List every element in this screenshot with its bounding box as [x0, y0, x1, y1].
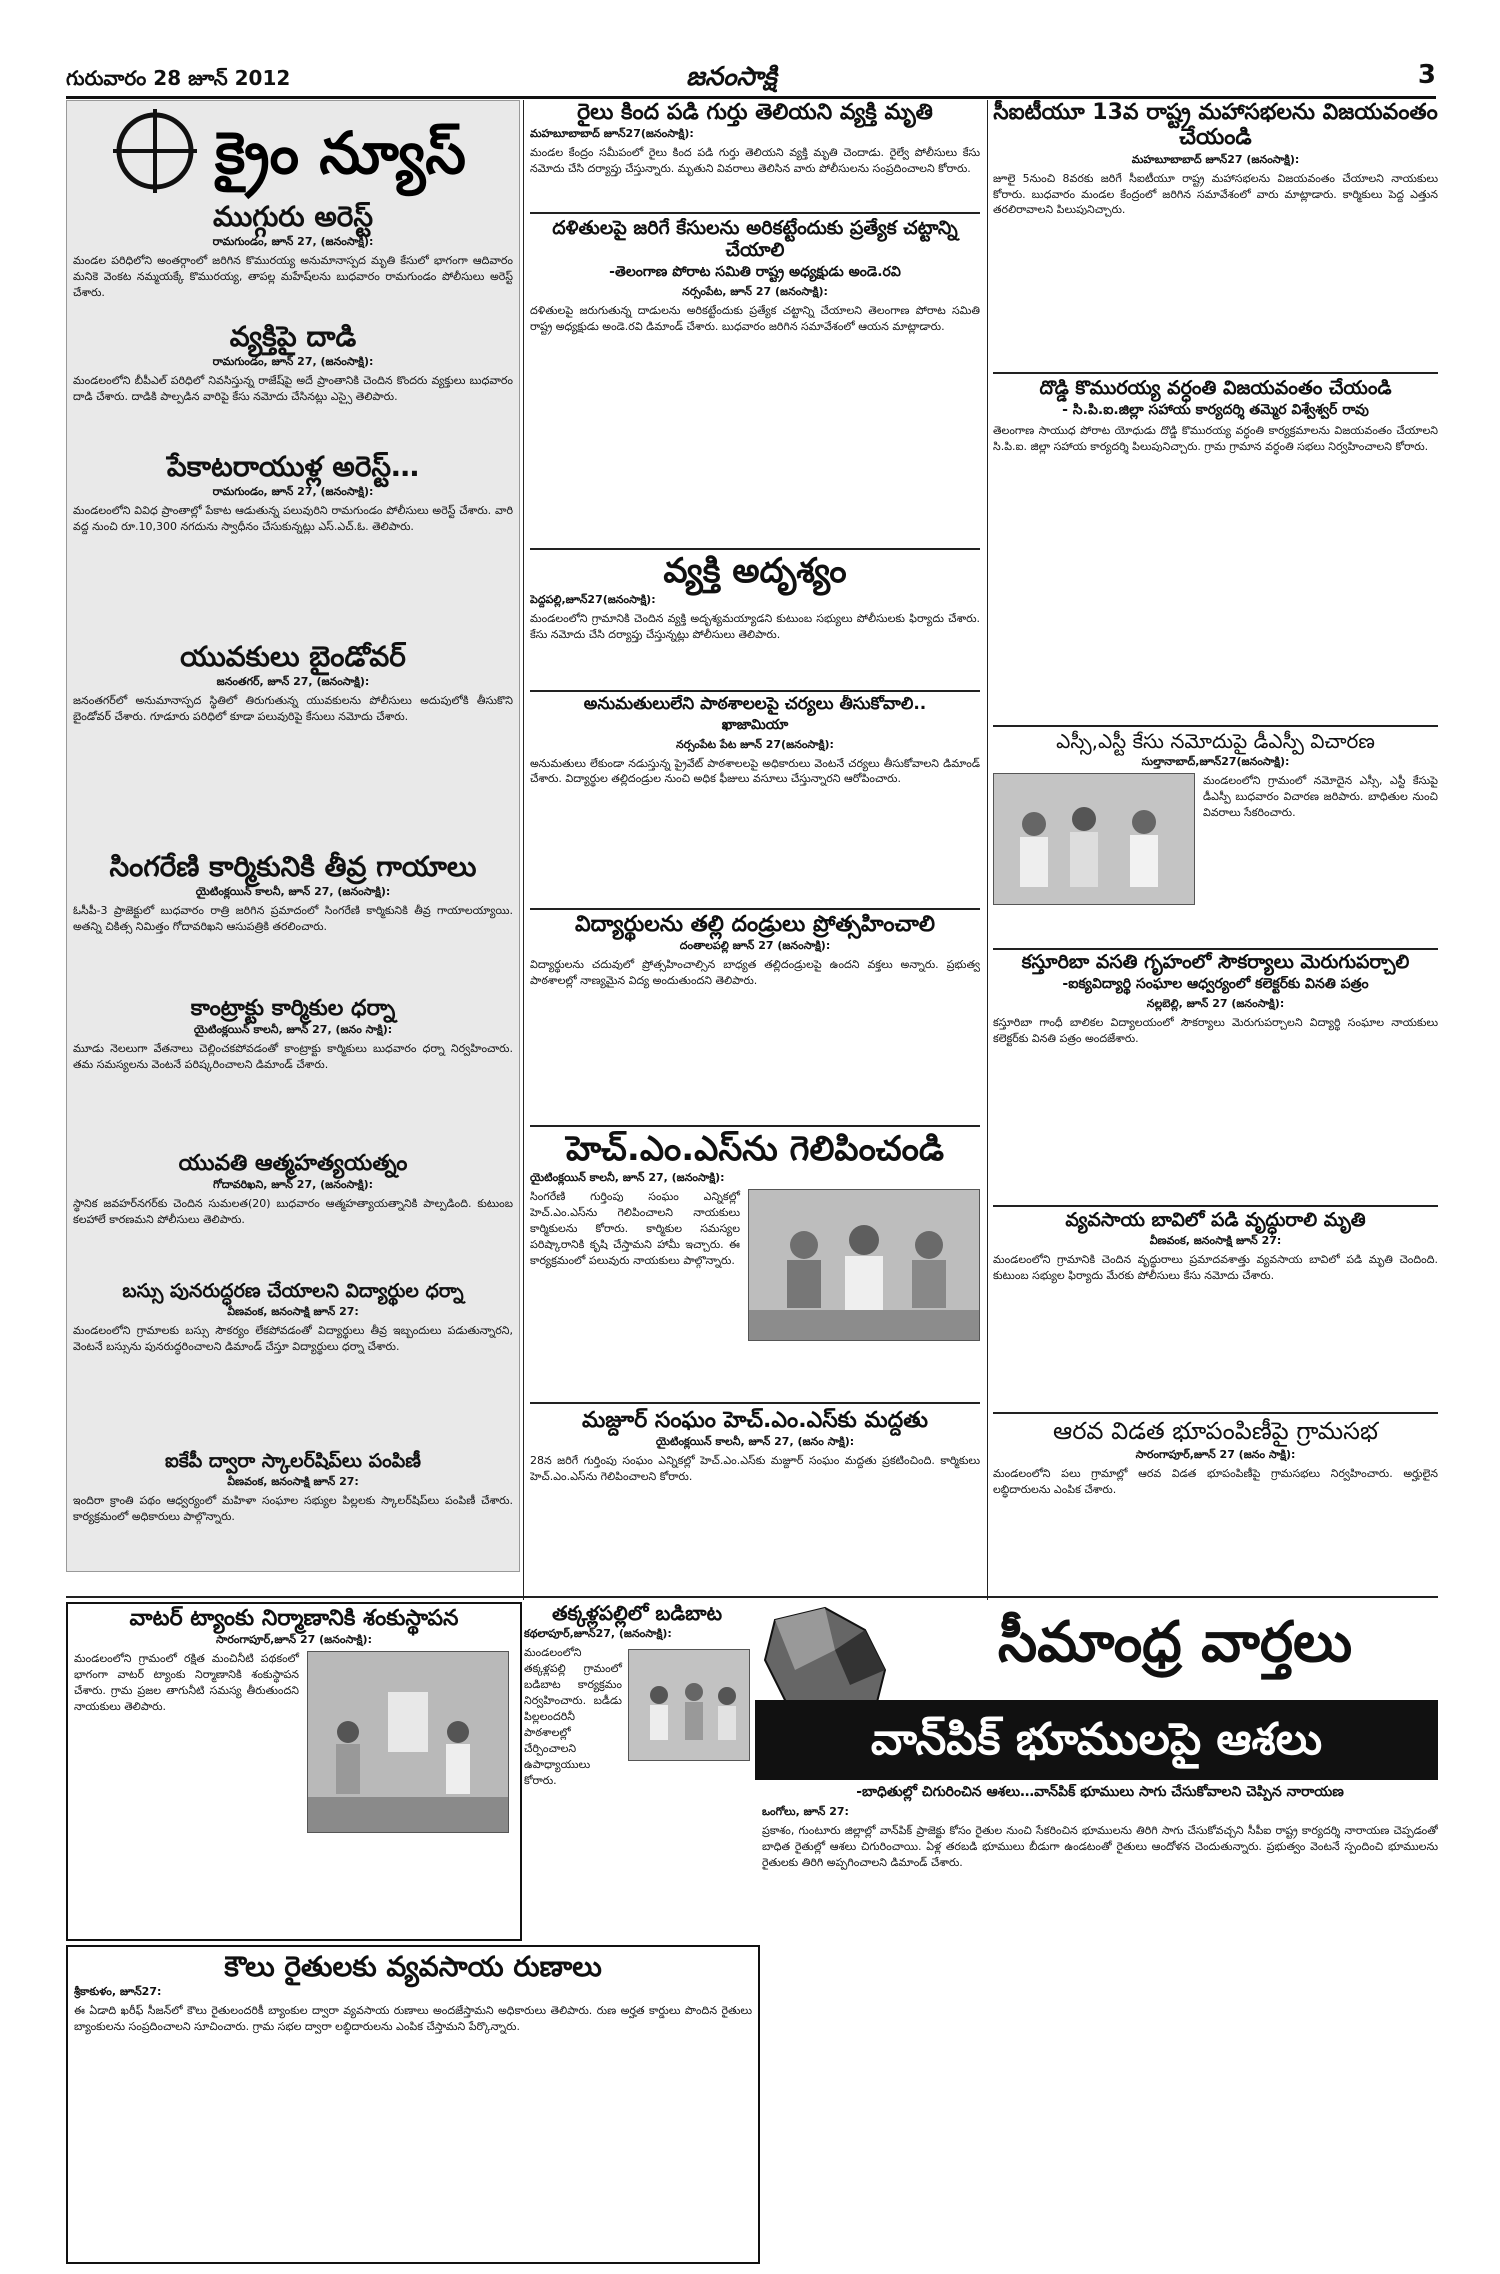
article-divider	[530, 1402, 980, 1404]
article-citu	[993, 100, 1438, 370]
story-headline: సింగరేణి కార్మికునికి తీవ్ర గాయాలు	[109, 850, 477, 883]
crime-story	[73, 1451, 513, 1525]
crime-news-logo	[75, 101, 511, 201]
svg-text:క్రైం న్యూస్: క్రైం న్యూస్	[215, 119, 466, 187]
article-divider	[993, 372, 1438, 374]
story-headline: యువతి ఆత్మహత్యయత్నం	[178, 1151, 408, 1176]
story-headline: సీఐటీయూ 13వ రాష్ట్ర మహాసభలను విజయవంతం చేయండి	[993, 100, 1438, 151]
story-dateline: యైటింక్లయిన్ కాలనీ, జూన్ 27, (జనం సాక్షి):	[193, 1023, 393, 1037]
story-headline: కౌలు రైతులకు వ్యవసాయ రుణాలు	[224, 1950, 602, 1983]
story-headline: హెచ్.ఎం.ఎస్‌ను గెలిపించండి	[565, 1130, 945, 1169]
story-body: మండలంలోని గ్రామంలో రక్షిత మంచినీటి పథకంలో భాగంగా వాటర్ ట్యాంకు నిర్మాణానికి శంకుస్థాపన చేశారు. గ్రామ ప్రజల తాగునీటి సమస్య తీరుతుందని నాయకులు తెలిపారు.	[74, 1652, 299, 1714]
story-body: మండలంలోని గ్రామానికి చెందిన వృద్ధురాలు ప్రమాదవశాత్తు వ్యవసాయ బావిలో పడి మృతి చెందింది. కుటుంబ సభ్యుల ఫిర్యాదు మేరకు పోలీసులు కేసు నమోదు చేశారు.	[993, 1252, 1438, 1282]
story-body: మూడు నెలలుగా వేతనాలు చెల్లించకపోవడంతో కాంట్రాక్టు కార్మికులు బుధవారం ధర్నా నిర్వహించారు. తమ సమస్యలను వెంటనే పరిష్కరించాలని డిమాండ్ చేశారు.	[73, 1042, 513, 1072]
story-body: ఓసీపీ-3 ప్రాజెక్టులో బుధవారం రాత్రి జరిగిన ప్రమాదంలో సింగరేణి కార్మికునికి తీవ్ర గాయాలయ్యాయి. అతన్ని చికిత్స నిమిత్తం గోదావరిఖని ఆసుపత్రికి తరలించారు.	[73, 904, 513, 934]
story-subhead: - సి.పి.ఐ.జిల్లా సహాయ కార్యదర్శి తమ్మెర విశ్వేశ్వర్ రావు	[1062, 401, 1369, 418]
story-body: కస్తూరిబా గాంధీ బాలికల విద్యాలయంలో సౌకర్యాలు మెరుగుపర్చాలని విద్యార్థి సంఘాల నాయకులు కలెక్టర్‌కు వినతి పత్రం అందజేశారు.	[993, 1015, 1438, 1045]
region-section-title: సీమాంధ్ర వార్తలు	[997, 1610, 1353, 1675]
article-divider	[530, 548, 980, 550]
article-thakkallapalli	[524, 1602, 750, 1937]
story-dateline: వీణవంక, జనంసాక్షి జూన్ 27:	[1149, 1233, 1282, 1247]
story-dateline: యైటింక్లయిన్ కాలనీ, జూన్ 27, (జనం సాక్షి):	[655, 1435, 855, 1449]
masthead	[66, 60, 1436, 99]
story-body: జూలై 5నుంచి 8వరకు జరిగే సీఐటీయూ రాష్ట్ర మహాసభలను విజయవంతం చేయాలని నాయకులు కోరారు. బుధవారం మండల కేంద్రంలో జరిగిన సమావేశంలో వారు మాట్లాడారు. కార్మికులు పెద్ద ఎత్తున తరలిరావాలని పిలుపునిచ్చారు.	[993, 171, 1438, 217]
crime-story	[73, 1281, 513, 1355]
story-headline: వ్యక్తిపై దాడి	[229, 320, 357, 353]
page-number: 3	[1417, 60, 1436, 90]
story-dateline: యైటింక్లయిన్ కాలనీ, జూన్ 27, (జనంసాక్షి):	[195, 885, 391, 899]
story-dateline: సారంగాపూర్,జూన్ 27 (జనంసాక్షి):	[216, 1633, 372, 1647]
article-kasturba	[993, 952, 1438, 1202]
story-body: జనంతగర్‌లో అనుమానాస్పద స్థితిలో తిరుగుతున్న యువకులను పోలీసులు అదుపులోకి తీసుకొని బైండోవర్ చేశారు. గూడూరు పరిధిలో కూడా పలువురిపై కేసులు నమోదు చేశారు.	[73, 694, 513, 724]
article-divider	[993, 725, 1438, 727]
article-doddi	[993, 378, 1438, 723]
story-body: స్థానిక జవహర్‌నగర్‌కు చెందిన సుమలత(20) బుధవారం ఆత్మహత్యాయత్నానికి పాల్పడింది. కుటుంబ కలహాలే కారణమని పోలీసులు తెలిపారు.	[73, 1197, 513, 1227]
paper-name: జనంసాక్షి	[686, 62, 777, 92]
story-dateline: నర్సంపేట, జూన్ 27 (జనంసాక్షి):	[682, 284, 828, 298]
story-headline: మజ్దూర్ సంఘం హెచ్.ఎం.ఎస్‌కు మద్దతు	[582, 1408, 928, 1433]
foundation-stone-photo	[307, 1651, 509, 1833]
crime-story	[73, 321, 513, 405]
article-hms-support	[530, 1408, 980, 1593]
story-dateline: శ్రీకాకుళం, జూన్27:	[74, 1985, 162, 1999]
article-divider	[530, 212, 980, 214]
story-headline: అనుమతులులేని పాఠశాలలపై చర్యలు తీసుకోవాలి..	[583, 695, 927, 714]
story-body: ఇందిరా క్రాంతి పథం ఆధ్వర్యంలో మహిళా సంఘాల సభ్యుల పిల్లలకు స్కాలర్‌షిప్‌లు పంపిణీ చేశారు. కార్యక్రమంలో అధికారులు పాల్గొన్నారు.	[73, 1493, 513, 1523]
crime-story	[73, 451, 513, 535]
story-subhead: -తెలంగాణ పోరాట సమితి రాష్ట్ర అధ్యక్షుడు అండె.రవి	[609, 263, 901, 280]
article-water-tank	[66, 1602, 522, 1941]
story-headline: వ్యవసాయ బావిలో పడి వృద్ధురాలి మృతి	[1065, 1210, 1366, 1231]
story-headline: బస్సు పునరుద్ధరణ చేయాలని విద్యార్థుల ధర్నా	[122, 1280, 464, 1302]
story-body: తెలంగాణ సాయుధ పోరాట యోధుడు దొడ్డి కొమురయ్య వర్ధంతి కార్యక్రమాలను విజయవంతం చేయాలని సి.పి.ఐ. జిల్లా సహాయ కార్యదర్శి పిలుపునిచ్చారు. గ్రామ గ్రామాన వర్ధంతి సభలు నిర్వహించాలని కోరారు.	[993, 423, 1438, 453]
story-body: మండలంలోని వివిధ ప్రాంతాల్లో పేకాట ఆడుతున్న పలువురిని రామగుండం పోలీసులు అరెస్ట్ చేశారు. వారి వద్ద నుంచి రూ.10,300 నగదును స్వాధీనం చేసుకున్నట్లు ఎస్.ఎచ్.ఓ. తెలిపారు.	[73, 504, 513, 534]
story-dateline: వీణవంక, జనంసాక్షి జూన్ 27:	[227, 1304, 359, 1318]
story-headline: ఎస్సీ,ఎస్టీ కేసు నమోదుపై డీఎస్పీ విచారణ	[1056, 730, 1375, 753]
story-dateline: వీణవంక, జనంసాక్షి జూన్ 27:	[227, 1474, 359, 1488]
crime-story	[73, 996, 513, 1073]
story-dateline: మహబూబాబాద్ జూన్27(జనంసాక్షి):	[530, 127, 694, 141]
crime-story	[73, 641, 513, 725]
story-body: విద్యార్థులను చదువులో ప్రోత్సహించాల్సిన బాధ్యత తల్లిదండ్రులపై ఉందని వక్తలు అన్నారు. ప్రభుత్వ పాఠశాలల్లో నాణ్యమైన విద్య అందుతుందని తెలిపారు.	[530, 958, 980, 988]
story-dateline: కథలాపూర్,జూన్27, (జనంసాక్షి):	[524, 1627, 672, 1640]
story-body: మండలంలోని పలు గ్రామాల్లో ఆరవ విడత భూపంపిణీపై గ్రామసభలు నిర్వహించారు. అర్హులైన లబ్ధిదారులను ఎంపిక చేశారు.	[993, 1466, 1438, 1496]
column-divider	[523, 100, 524, 1600]
story-headline: రైలు కింద పడి గుర్తు తెలియని వ్యక్తి మృతి	[577, 100, 933, 125]
crime-story	[73, 1151, 513, 1228]
story-dateline: జనంతగర్, జూన్ 27, (జనంసాక్షి):	[216, 675, 370, 689]
story-dateline: యైటింక్లయిన్ కాలనీ, జూన్ 27, (జనంసాక్షి):	[530, 1171, 725, 1185]
story-dateline: నల్లబెల్లి, జూన్ 27 (జనంసాక్షి):	[1146, 996, 1285, 1010]
article-parents	[530, 912, 980, 1122]
story-body: మండల పరిధిలోని అంతర్గాంలో జరిగిన కొమురయ్య అనుమానాస్పద మృతి కేసులో భాగంగా ఆదివారం మనికె వెంకట నమ్మయక్కే కొమురయ్య, తాపల్ల మహేష్‌లను బుధవారం రామగుండం పోలీసులు అరెస్ట్ చేశారు.	[73, 254, 513, 300]
story-body: దళితులపై జరుగుతున్న దాడులను అరికట్టేందుకు ప్రత్యేక చట్టాన్ని చేయాలని తెలంగాణ పోరాట సమితి రాష్ట్ర అధ్యక్షుడు అండె.రవి డిమాండ్ చేశారు. బుధవారం జరిగిన సమావేశంలో ఆయన మాట్లాడారు.	[530, 303, 980, 333]
article-divider	[530, 690, 980, 692]
story-body: ప్రకాశం, గుంటూరు జిల్లాల్లో వాన్‌పిక్ ప్రాజెక్టు కోసం రైతుల నుంచి సేకరించిన భూములను తిరిగి సాగు చేసుకోవచ్చని సీపీఐ రాష్ట్ర కార్యదర్శి నారాయణ చెప్పడంతో బాధిత రైతుల్లో ఆశలు చిగురించాయి. ఏళ్ల తరబడి భూములు బీడుగా ఉండటంతో రైతులు ఆందోళన చెందుతున్నారు. ప్రభుత్వం వెంటనే స్పందించి భూములను రైతులకు తిరిగి అప్పగించాలని డిమాండ్ చేశారు.	[762, 1824, 1438, 1869]
story-body: 28న జరిగే గుర్తింపు సంఘం ఎన్నికల్లో హెచ్.ఎం.ఎస్‌కు మజ్దూర్ సంఘం మద్దతు ప్రకటించింది. కార్మికులు హెచ్.ఎం.ఎస్‌ను గెలిపించాలని కోరారు.	[530, 1454, 980, 1484]
article-schools	[530, 695, 980, 905]
story-headline: కాంట్రాక్టు కార్మికుల ధర్నా	[190, 996, 396, 1021]
story-headline: విద్యార్థులను తల్లి దండ్రులు ప్రోత్సహించాలి	[575, 912, 935, 937]
story-body: మండలంలోని తక్కళ్లపల్లి గ్రామంలో బడిబాట కార్యక్రమం నిర్వహించారు. బడీడు పిల్లలందరినీ పాఠశాలల్లో చేర్పించాలని ఉపాధ్యాయులు కోరారు.	[524, 1646, 622, 1787]
story-subhead: ఖాజామియా	[721, 716, 789, 733]
column-divider	[987, 100, 988, 1600]
union-meeting-photo	[748, 1189, 980, 1341]
article-dalit	[530, 218, 980, 548]
article-well	[993, 1210, 1438, 1410]
section-divider	[66, 1596, 1438, 1598]
article-divider	[993, 1205, 1438, 1207]
story-dateline: నర్సంపేట పేట జూన్ 27(జనంసాక్షి):	[676, 737, 834, 751]
badibata-photo	[628, 1649, 750, 1761]
crime-news-panel	[66, 100, 520, 1572]
article-vanpic	[762, 1782, 1438, 2260]
story-headline: కస్తూరిబా వసతి గృహంలో సౌకర్యాలు మెరుగుపర్చాలి	[1021, 952, 1410, 973]
story-dateline: పెద్దపల్లి,జూన్27(జనంసాక్షి):	[530, 593, 656, 607]
story-body: మండలంలోని గ్రామంలో నమోదైన ఎస్సీ, ఎస్టీ కేసుపై డీఎస్పీ బుధవారం విచారణ జరిపారు. బాధితుల నుంచి వివరాలు సేకరించారు.	[1203, 774, 1438, 819]
article-divider	[993, 1412, 1438, 1414]
story-headline: ముగ్గురు అరెస్ట్	[212, 200, 374, 233]
story-dateline: రామగుండం, జూన్ 27, (జనంసాక్షి):	[212, 235, 374, 249]
article-divider	[530, 1125, 980, 1127]
story-headline: దొడ్డి కొమురయ్య వర్ధంతి విజయవంతం చేయండి	[1039, 378, 1392, 399]
story-headline: యువకులు బైండోవర్	[180, 640, 406, 673]
story-body: అనుమతులు లేకుండా నడుస్తున్న ప్రైవేట్ పాఠశాలలపై అధికారులు వెంటనే చర్యలు తీసుకోవాలని డిమాండ్ చేశారు. విద్యార్థుల తల్లిదండ్రుల నుంచి అధిక ఫీజులు వసూలు చేస్తున్నారని ఆరోపించారు.	[530, 756, 980, 786]
crime-story	[73, 851, 513, 935]
vanpic-headline: వాన్‌పిక్ భూములపై ఆశలు	[755, 1700, 1438, 1780]
story-body: సింగరేణి గుర్తింపు సంఘం ఎన్నికల్లో హెచ్.ఎం.ఎస్‌ను గెలిపించాలని నాయకులు కార్మికులను కోరారు. కార్మికుల సమస్యల పరిష్కారానికి కృషి చేస్తామని హామీ ఇచ్చారు. ఈ కార్యక్రమంలో పలువురు నాయకులు పాల్గొన్నారు.	[530, 1190, 740, 1267]
article-hms-win	[530, 1130, 980, 1400]
story-dateline: మహబూబాబాద్ జూన్27 (జనంసాక్షి):	[1131, 152, 1300, 166]
article-missing	[530, 552, 980, 687]
article-gramasabha	[993, 1418, 1438, 1588]
story-body: మండల కేంద్రం సమీపంలో రైలు కింద పడి గుర్తు తెలియని వ్యక్తి మృతి చెందాడు. రైల్వే పోలీసులు కేసు నమోదు చేసి దర్యాప్తు చేస్తున్నారు. మృతుని వివరాలు తెలిసిన వారు పోలీసులను సంప్రదించాలని కోరారు.	[530, 146, 980, 176]
story-body: మండలంలోని గ్రామానికి చెందిన వ్యక్తి అదృశ్యమయ్యాడని కుటుంబ సభ్యులు పోలీసులకు ఫిర్యాదు చేశారు. కేసు నమోదు చేసి దర్యాప్తు చేస్తున్నట్లు పోలీసులు తెలిపారు.	[530, 612, 980, 642]
article-divider	[530, 908, 980, 910]
story-body: ఈ ఏడాది ఖరీఫ్ సీజన్‌లో కౌలు రైతులందరికీ బ్యాంకుల ద్వారా వ్యవసాయ రుణాలు అందజేస్తామని అధికారులు తెలిపారు. రుణ అర్హత కార్డులు పొందిన రైతులు బ్యాంకులను సంప్రదించాలని సూచించారు. గ్రామ సభల ద్వారా లబ్ధిదారులను ఎంపిక చేస్తామని పేర్కొన్నారు.	[74, 2004, 752, 2034]
story-dateline: సారంగాపూర్,జూన్ 27 (జనం సాక్షి):	[1135, 1447, 1296, 1461]
article-divider	[993, 948, 1438, 950]
story-subhead: -ఐక్యవిద్యార్థి సంఘాల ఆధ్వర్యంలో కలెక్టర్‌కు వినతి పత్రం	[1062, 975, 1369, 992]
crime-story	[73, 201, 513, 301]
story-subhead: -బాధితుల్లో చిగురించిన ఆశలు…వాన్‌పిక్ భూములు సాగు చేసుకోవాలని చెప్పిన నారాయణ	[856, 1784, 1344, 1800]
article-scst	[993, 730, 1438, 945]
story-headline: తక్కళ్లపల్లిలో బడిబాట	[551, 1602, 723, 1625]
story-headline: ఐకేపీ ద్వారా స్కాలర్‌షిప్‌లు పంపిణీ	[165, 1450, 421, 1472]
story-body: మండలంలోని బీపీఎల్ పరిధిలో నివసిస్తున్న రాజేష్‌పై అదే ప్రాంతానికి చెందిన కొందరు వ్యక్తులు బుధవారం దాడి చేశారు. దాడికి పాల్పడిన వారిపై కేసు నమోదు చేసినట్లు ఎస్సై తెలిపారు.	[73, 374, 513, 404]
story-dateline: దంతాలపల్లి జూన్ 27 (జనంసాక్షి):	[679, 939, 831, 953]
story-dateline: రామగుండం, జూన్ 27, (జనంసాక్షి):	[212, 485, 374, 499]
story-body: మండలంలోని గ్రామాలకు బస్సు సౌకర్యం లేకపోవడంతో విద్యార్థులు తీవ్ర ఇబ్బందులు పడుతున్నారని, వెంటనే బస్సును పునరుద్ధరించాలని డిమాండ్ చేస్తూ విద్యార్థులు ధర్నా చేశారు.	[73, 1323, 513, 1353]
story-headline: ఆరవ విడత భూపంపిణీపై గ్రామసభ	[1053, 1418, 1378, 1445]
story-headline: వాటర్ ట్యాంకు నిర్మాణానికి శంకుస్థాపన	[129, 1606, 459, 1631]
story-headline: దళితులపై జరిగే కేసులను అరికట్టేందుకు ప్రత్యేక చట్టాన్ని చేయాలి	[552, 218, 958, 261]
story-dateline: రామగుండం, జూన్ 27, (జనంసాక్షి):	[212, 355, 374, 369]
story-dateline: ఒంగోలు, జూన్ 27:	[762, 1805, 849, 1818]
story-dateline: సుల్తానాబాద్,జూన్27(జనంసాక్షి):	[1141, 755, 1290, 768]
dsp-inquiry-photo	[993, 773, 1195, 905]
article-train	[530, 100, 980, 210]
story-dateline: గోదావరిఖని, జూన్ 27, (జనంసాక్షి):	[212, 1178, 374, 1192]
article-tenant-farmers	[66, 1945, 760, 2264]
story-headline: వ్యక్తి అదృశ్యం	[663, 552, 847, 591]
story-headline: పేకాటరాయుళ్ల అరెస్ట్…	[166, 450, 420, 483]
issue-date: గురువారం 28 జూన్ 2012	[66, 66, 291, 90]
seemandhra-banner	[755, 1600, 1438, 1780]
